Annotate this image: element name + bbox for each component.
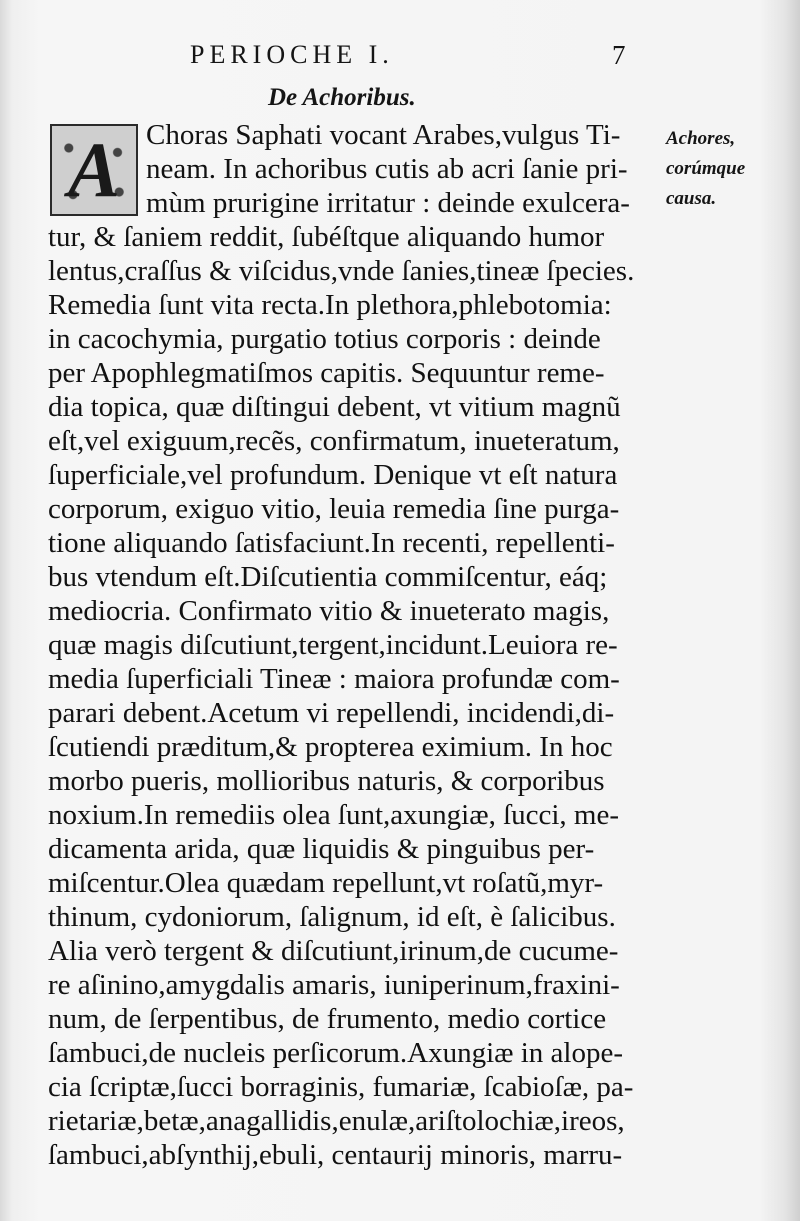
text-line: mediocria. Confirmato vitio & inueterato magis, [48, 595, 610, 627]
text-line: in cacochymia, purgatio totius corporis : deinde [48, 323, 601, 355]
text-line: thinum, cydoniorum, ſalignum, id eſt, è ſalicibus. [48, 901, 616, 933]
initial-letter: A [67, 126, 121, 213]
margin-note-line: corúmque [666, 158, 746, 179]
text-line: ſambuci,abſynthij,ebuli, centaurij minoris, marru- [48, 1139, 623, 1171]
decorated-initial [50, 124, 138, 216]
margin-note-line: causa. [666, 188, 717, 209]
text-line: miſcentur.Olea quædam repellunt,vt roſatũ,myr- [48, 867, 604, 899]
text-line: tione aliquando ſatisfaciunt.In recenti, repellenti- [48, 527, 615, 559]
text-line: tur, & ſaniem reddit, ſubéſtque aliquando humor [48, 221, 605, 253]
text-line: rietariæ,betæ,anagallidis,enulæ,ariſtolochiæ,ireos, [48, 1105, 625, 1137]
text-line: Alia verò tergent & diſcutiunt,irinum,de cucume- [48, 935, 619, 967]
text-line: lentus,craſſus & viſcidus,vnde ſanies,tineæ ſpecies. [48, 255, 635, 287]
text-line: ſuperficiale,vel profundum. Denique vt eſt natura [48, 459, 618, 491]
text-line: neam. In achoribus cutis ab acri ſanie pri- [146, 153, 628, 185]
text-line: noxium.In remediis olea ſunt,axungiæ, ſucci, me- [48, 799, 620, 831]
text-line: quæ magis diſcutiunt,tergent,incidunt.Leuiora re- [48, 629, 618, 661]
text-line: Remedia ſunt vita recta.In plethora,phlebotomia: [48, 289, 612, 321]
text-line: num, de ſerpentibus, de frumento, medio cortice [48, 1003, 607, 1035]
margin-note-line: Achores, [666, 128, 736, 149]
text-line: media ſuperficiali Tineæ : maiora profundæ com- [48, 663, 620, 695]
text-line: re aſinino,amygdalis amaris, iuniperinum,fraxini- [48, 969, 620, 1001]
section-title: De Achoribus. [268, 84, 416, 111]
text-line: Choras Saphati vocant Arabes,vulgus Ti- [146, 119, 621, 151]
text-line: dicamenta arida, quæ liquidis & pinguibus per- [48, 833, 595, 865]
text-line: per Apophlegmatiſmos capitis. Sequuntur reme- [48, 357, 605, 389]
page-number: 7 [612, 40, 626, 70]
text-line: ſcutiendi præditum,& propterea eximium. In hoc [48, 731, 613, 763]
text-line: dia topica, quæ diſtingui debent, vt vitium magnũ [48, 391, 621, 423]
text-line: eſt,vel exiguum,recẽs, confirmatum, inueteratum, [48, 425, 620, 457]
text-line: corporum, exiguo vitio, leuia remedia ſine purga- [48, 493, 620, 525]
running-head: PERIOCHE I. [190, 40, 394, 69]
text-line: cia ſcriptæ,ſucci borraginis, fumariæ, ſcabioſæ, pa- [48, 1071, 634, 1103]
text-line: ſambuci,de nucleis perſicorum.Axungiæ in alope- [48, 1037, 624, 1069]
text-line: parari debent.Acetum vi repellendi, incidendi,di- [48, 697, 615, 729]
text-line: bus vtendum eſt.Diſcutientia commiſcentur, eáq; [48, 561, 608, 593]
text-line: morbo pueris, mollioribus naturis, & corporibus [48, 765, 605, 797]
text-line: mùm prurigine irritatur : deinde exulcera- [146, 187, 630, 219]
